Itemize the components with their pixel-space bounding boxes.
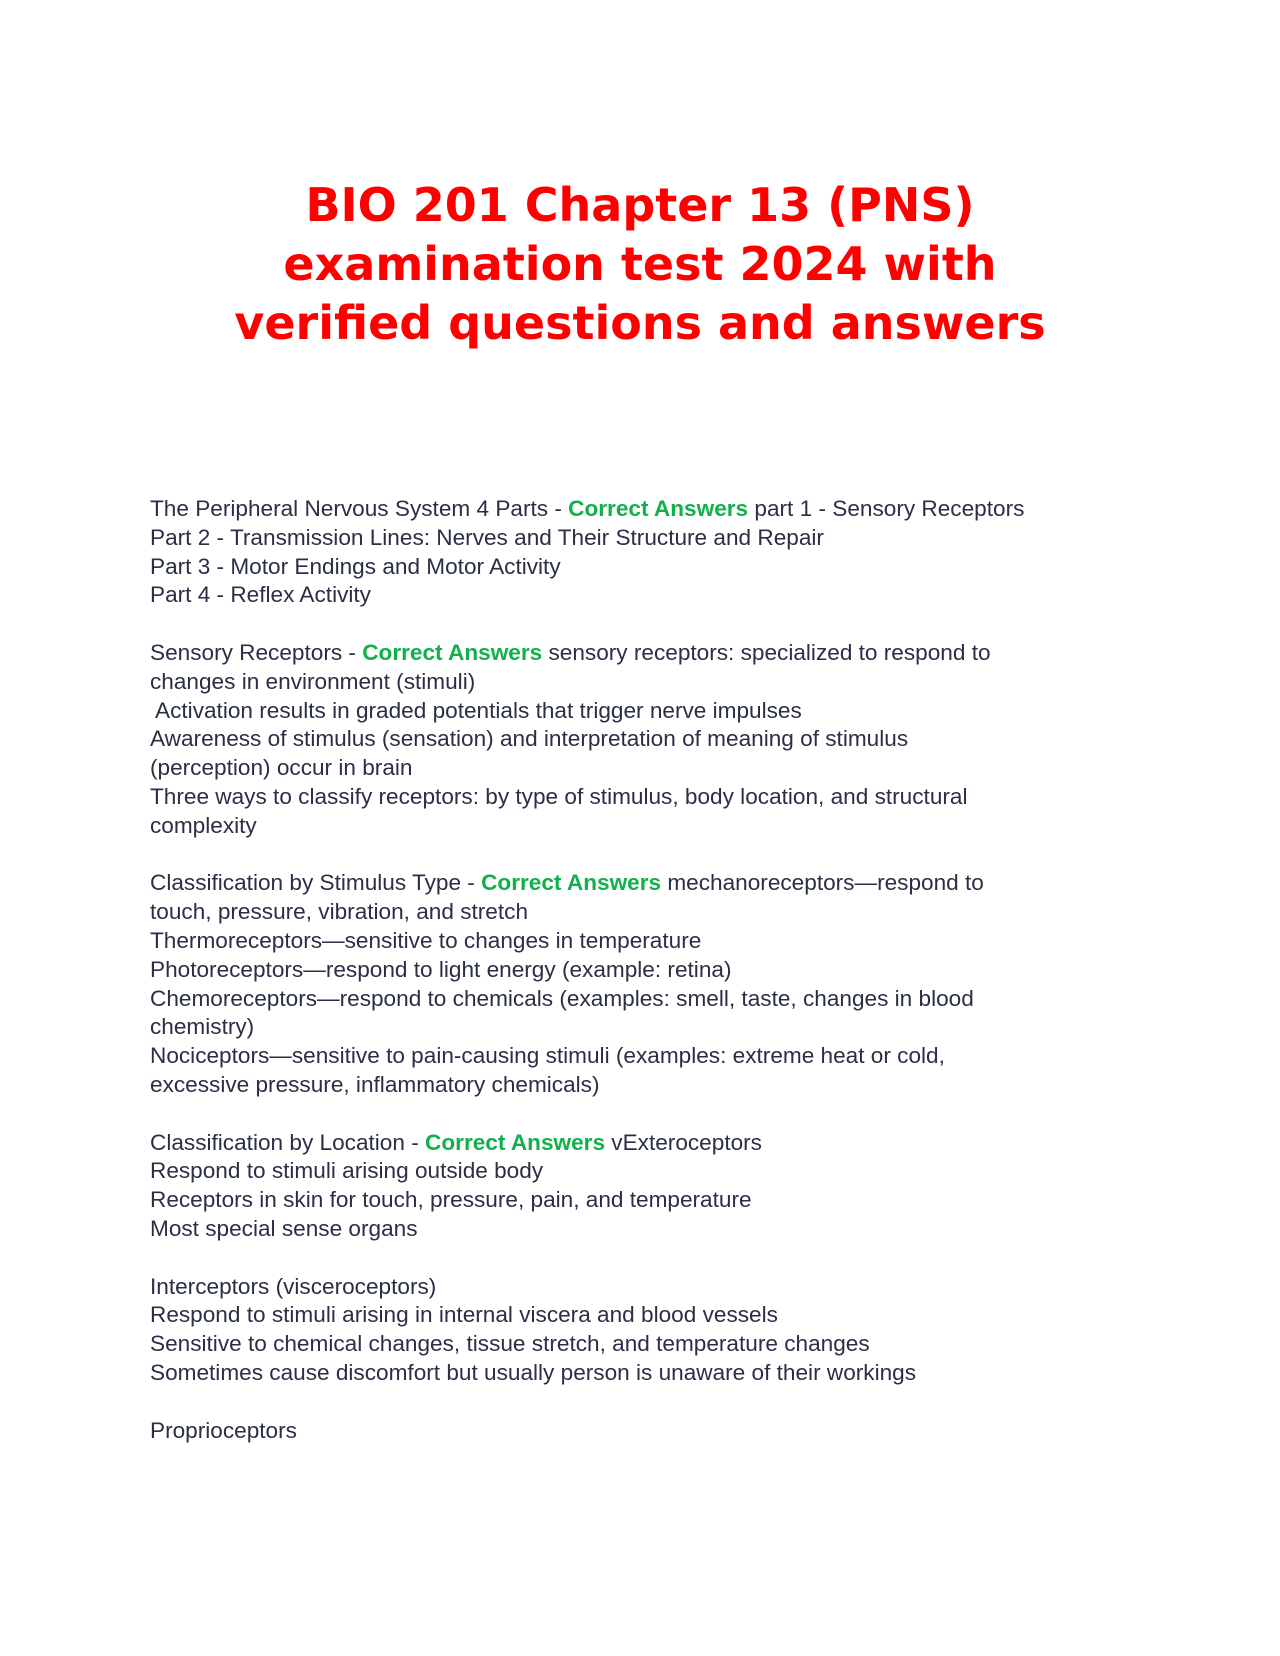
correct-answers-label: Correct Answers xyxy=(362,639,543,665)
answer-line: Interceptors (visceroceptors) xyxy=(150,1273,437,1299)
question-text: Sensory Receptors - xyxy=(150,639,363,665)
correct-answers-label: Correct Answers xyxy=(481,870,662,896)
qa-first-line xyxy=(150,495,1130,524)
qa-section xyxy=(150,495,1130,610)
answer-line: Activation results in graded potentials that trigger nerve impulses xyxy=(150,697,802,723)
question-text: The Peripheral Nervous System 4 Parts - xyxy=(150,496,569,521)
paragraph-spacer xyxy=(150,1244,1130,1273)
answer-line: Sensitive to chemical changes, tissue stretch, and temperature changes xyxy=(150,1331,870,1357)
answer-line: changes in environment (stimuli) xyxy=(150,668,476,694)
question-text: Classification by Location - xyxy=(150,1129,426,1155)
title-line-2: examination test 2024 with xyxy=(283,237,997,291)
qa-first-line xyxy=(150,869,1130,898)
title-line-3: verified questions and answers xyxy=(234,296,1046,350)
qa-first-line xyxy=(150,1129,1130,1158)
answer-line: Respond to stimuli arising outside body xyxy=(150,1158,544,1184)
answer-line: Part 4 - Reflex Activity xyxy=(150,582,371,608)
answer-line: Thermoreceptors—sensitive to changes in temperature xyxy=(150,927,702,953)
answer-text: mechanoreceptors—respond to xyxy=(661,870,984,896)
answer-line: touch, pressure, vibration, and stretch xyxy=(150,899,529,925)
interceptors-block xyxy=(150,1273,1130,1388)
answer-line: excessive pressure, inflammatory chemicals) xyxy=(150,1071,600,1097)
answer-line: Three ways to classify receptors: by type of stimulus, body location, and structural xyxy=(150,783,968,809)
proprioceptors-line: Proprioceptors xyxy=(150,1417,297,1443)
answer-line: Receptors in skin for touch, pressure, pain, and temperature xyxy=(150,1187,752,1213)
answer-line: (perception) occur in brain xyxy=(150,755,413,781)
answer-line: Photoreceptors—respond to light energy (example: retina) xyxy=(150,956,732,982)
answer-line: Part 3 - Motor Endings and Motor Activity xyxy=(150,553,561,579)
answer-line: Awareness of stimulus (sensation) and interpretation of meaning of stimulus xyxy=(150,726,909,752)
paragraph-spacer xyxy=(150,610,1130,639)
document-title xyxy=(140,176,1140,353)
answer-line: Nociceptors—sensitive to pain-causing stimuli (examples: extreme heat or cold, xyxy=(150,1043,945,1069)
qa-first-line xyxy=(150,639,1130,668)
paragraph-spacer xyxy=(150,1100,1130,1129)
qa-section xyxy=(150,869,1130,1099)
qa-section xyxy=(150,639,1130,841)
answer-line: Sometimes cause discomfort but usually person is unaware of their workings xyxy=(150,1359,917,1385)
answer-line: Respond to stimuli arising in internal viscera and blood vessels xyxy=(150,1302,778,1328)
answer-text: part 1 - Sensory Receptors xyxy=(748,496,1025,521)
correct-answers-label: Correct Answers xyxy=(425,1129,606,1155)
answer-text: vExteroceptors xyxy=(605,1129,762,1155)
qa-section xyxy=(150,1129,1130,1244)
answer-line: Part 2 - Transmission Lines: Nerves and Their Structure and Repair xyxy=(150,524,824,550)
document-body xyxy=(150,495,1130,1445)
paragraph-spacer xyxy=(150,841,1130,870)
question-text: Classification by Stimulus Type - xyxy=(150,870,482,896)
answer-line: Most special sense organs xyxy=(150,1215,418,1241)
title-line-1: BIO 201 Chapter 13 (PNS) xyxy=(305,178,975,232)
answer-line: Chemoreceptors—respond to chemicals (examples: smell, taste, changes in blood xyxy=(150,985,974,1011)
correct-answers-label: Correct Answers xyxy=(568,496,749,521)
paragraph-spacer xyxy=(150,1388,1130,1417)
answer-text: sensory receptors: specialized to respond to xyxy=(542,639,991,665)
answer-line: complexity xyxy=(150,812,257,838)
answer-line: chemistry) xyxy=(150,1014,255,1040)
